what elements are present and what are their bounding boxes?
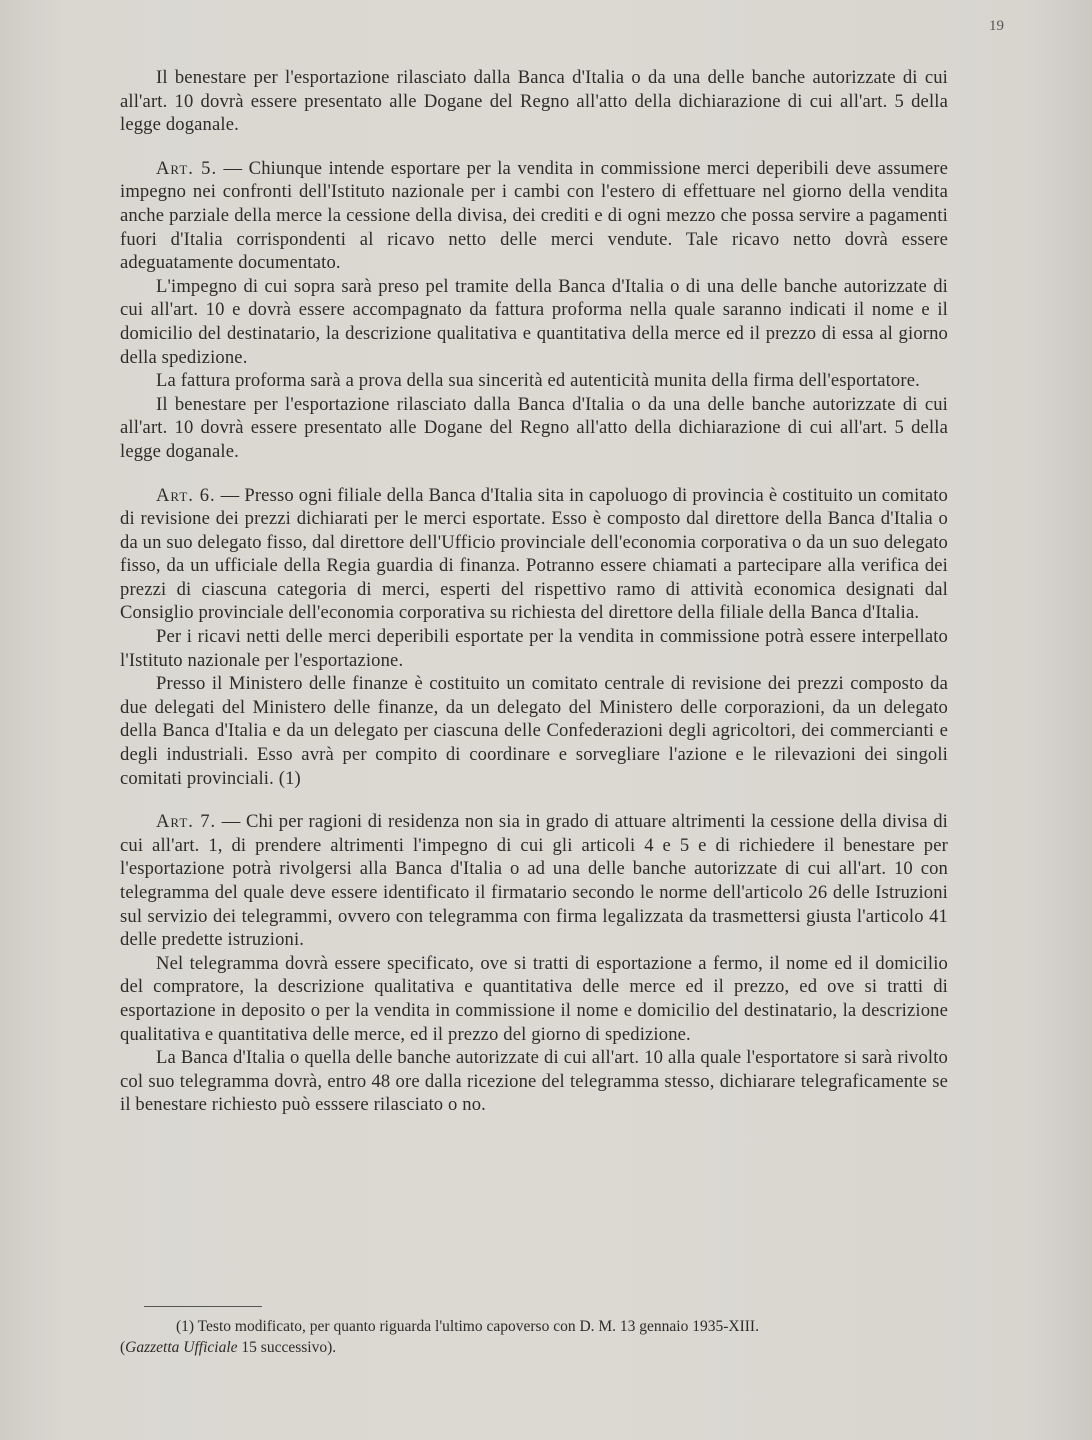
- article-5-paragraph-3: La fattura proforma sarà a prova della sua sincerità ed autenticità munita della firma dell'esportatore.: [156, 370, 920, 392]
- article-6-label: Art. 6.: [156, 484, 216, 506]
- footnote-source-title: Gazzetta Ufficiale: [125, 1339, 238, 1356]
- article-6-text: — Presso ogni filiale della Banca d'Italia sita in capoluogo di provincia è costituito un comitato di revisione dei prezzi dichiarati per le merci esportate. Esso è composto dal direttore della Banca d'Italia o da un suo delegato fisso, dal direttore dell'Ufficio provinciale dell'economia corporativa o da un suo delegato fisso, da un ufficiale della Regia guardia di finanza. Potranno essere chiamati a partecipare alla verifica dei prezzi di ciascuna categoria di merci, esperti del rispettivo ramo di attività economica designati dal Consiglio provinciale dell'economia corporativa su richiesta del direttore della filiale della Banca d'Italia.: [120, 484, 948, 624]
- article-7-paragraph-2: Nel telegramma dovrà essere specificato, ove si tratti di esportazione a fermo, il nome ed il domicilio del compratore, la descrizione qualitativa e quantitativa delle merce ed il prezzo, ed ove si tratti di esportazione in deposito o per la vendita in commissione il nome e domicilio del destinatario, la descrizione qualitativa e quantitativa delle merce, ed il prezzo del giorno di spedizione.: [120, 952, 948, 1045]
- article-7-paragraph: [120, 810, 948, 952]
- article-6-paragraph-2: Per i ricavi netti delle merci deperibili esportate per la vendita in commissione potrà essere interpellato l'Istituto nazionale per l'esportazione.: [120, 626, 948, 671]
- article-7-label: Art. 7.: [156, 811, 217, 833]
- page-body: [120, 66, 948, 1117]
- footnote-text: (1) Testo modificato, per quanto riguarda l'ultimo capoverso con D. M. 13 gennaio 1935-XIII.: [176, 1318, 759, 1335]
- footnote-paren: (: [120, 1339, 126, 1356]
- footnote: [120, 1316, 948, 1358]
- article-7-text: — Chi per ragioni di residenza non sia in grado di attuare altrimenti la cessione della divisa di cui all'art. 1, di prendere altrimenti l'impegno di cui gli articoli 4 e 5 e di richiedere il benestare per l'esportazione potrà rivolgersi alla Banca d'Italia o ad una delle banche autorizzate di cui all'art. 10 con telegramma del quale deve essere identificato il firmatario secondo le norme dell'articolo 26 delle Istruzioni sul servizio dei telegrammi, ovvero con telegramma con firma legalizzata da trasmettersi giusta l'articolo 41 delle predette istruzioni.: [120, 811, 948, 951]
- page-number: 19: [989, 18, 1004, 34]
- article-5-text: — Chiunque intende esportare per la vendita in commissione merci deperibili deve assumere impegno nei confronti dell'Istituto nazionale per i cambi con l'estero di effettuare nel giorno della vendita anche parziale della merce la cessione della divisa, dei crediti e di ogni mezzo che possa servire a pagamenti fuori d'Italia corrispondenti al ricavo netto delle merci vendute. Tale ricavo netto dovrà essere adeguatamente documentato.: [120, 157, 948, 274]
- article-6-paragraph: [120, 484, 948, 626]
- article-5-paragraph-4: Il benestare per l'esportazione rilasciato dalla Banca d'Italia o da una delle banche autorizzate di cui all'art. 10 dovrà essere presentato alle Dogane del Regno all'atto della dichiarazione di cui all'art. 5 della legge doganale.: [120, 393, 948, 462]
- footnote-divider: [144, 1306, 262, 1307]
- art4-closing-paragraph: Il benestare per l'esportazione rilasciato dalla Banca d'Italia o da una delle banche autorizzate di cui all'art. 10 dovrà essere presentato alle Dogane del Regno all'atto della dichiarazione di cui all'art. 5 della legge doganale.: [120, 67, 948, 136]
- article-5-paragraph: [120, 157, 948, 275]
- article-5-paragraph-2: L'impegno di cui sopra sarà preso pel tramite della Banca d'Italia o di una delle banche autorizzate di cui all'art. 10 e dovrà essere accompagnato da fattura proforma nella quale saranno indicati il nome e il domicilio del destinatario, la descrizione qualitativa e quantitativa della merce ed il prezzo di essa al giorno della spedizione.: [120, 275, 948, 368]
- article-7-paragraph-3: La Banca d'Italia o quella delle banche autorizzate di cui all'art. 10 alla quale l'esportatore si sarà rivolto col suo telegramma dovrà, entro 48 ore dalla ricezione del telegramma stesso, dichiarare telegraficamente se il benestare richiesto può esssere rilasciato o no.: [120, 1047, 948, 1116]
- article-6-paragraph-3: Presso il Ministero delle finanze è costituito un comitato centrale di revisione dei prezzi composto da due delegati del Ministero delle finanze, da un delegato del Ministero delle corporazioni, da un delegato della Banca d'Italia e da un delegato per ciascuna delle Confederazioni degli agricoltori, dei commercianti e degli industriali. Esso avrà per compito di coordinare e sorvegliare l'azione e le rilevazioni dei singoli comitati provinciali. (1): [120, 673, 948, 789]
- article-5-label: Art. 5.: [156, 157, 218, 179]
- footnote-source-rest: 15 successivo).: [241, 1339, 337, 1356]
